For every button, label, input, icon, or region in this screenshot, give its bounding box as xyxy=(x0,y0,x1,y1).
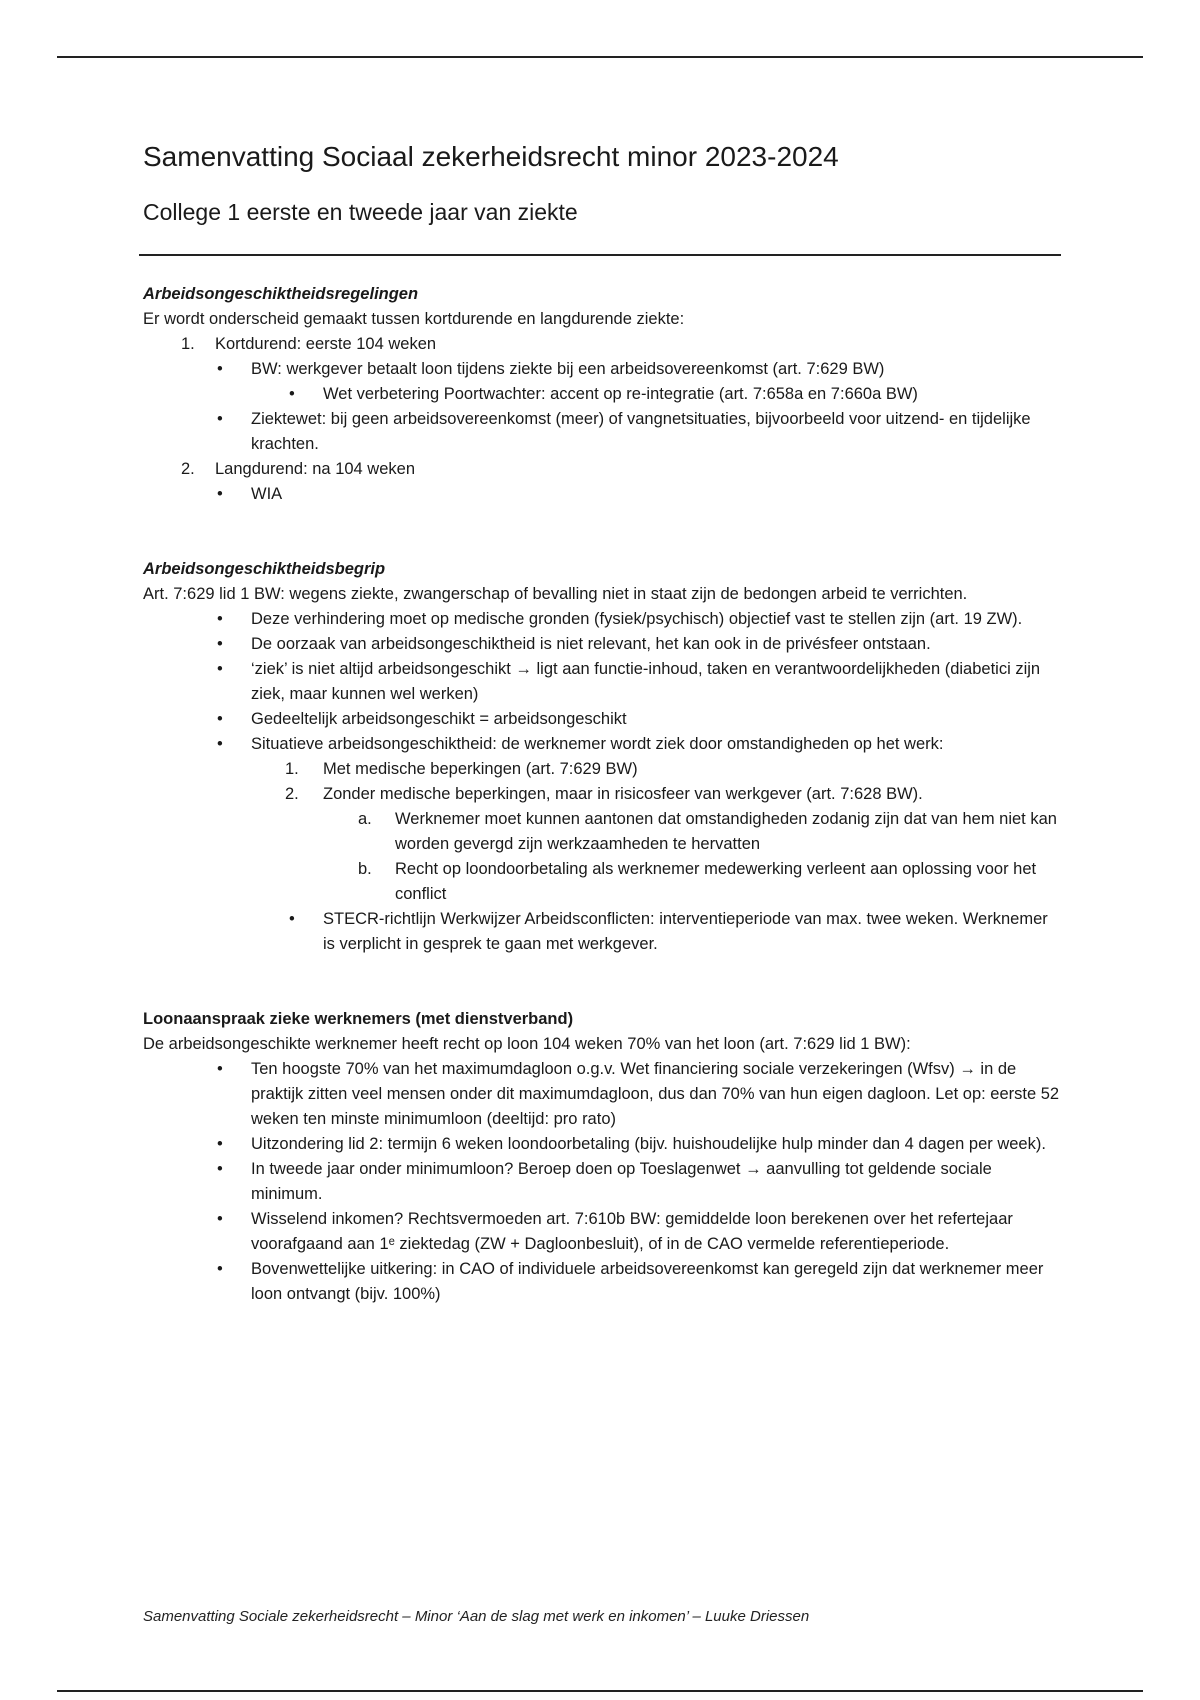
section-begrip xyxy=(143,557,1063,957)
section-loonaanspraak xyxy=(143,1007,1063,1307)
list-item-text: WIA xyxy=(251,485,283,504)
section-heading: Arbeidsongeschiktheidsregelingen xyxy=(143,285,419,304)
list-item xyxy=(143,357,1063,382)
list-item-text: Uitzondering lid 2: termijn 6 weken loondoorbetaling (bijv. huishoudelijke hulp minder dan 4 dagen per week). xyxy=(251,1135,1046,1154)
list-marker: 1. xyxy=(285,760,299,779)
list-item-text: Deze verhindering moet op medische gronden (fysiek/psychisch) objectief vast te stellen zijn (art. 19 ZW). xyxy=(251,610,1023,629)
list-item xyxy=(143,907,1063,957)
list-item xyxy=(143,382,1063,407)
section-heading: Loonaanspraak zieke werknemers (met dienstverband) xyxy=(143,1010,574,1029)
bottom-page-rule xyxy=(57,1690,1143,1692)
list-item-text: Wisselend inkomen? Rechtsvermoeden art. 7:610b BW: gemiddelde loon berekenen over het refertejaar voorafgaand aan 1ᵉ ziektedag (ZW + Dagloonbesluit), of in de CAO vermelde referentieperiode. xyxy=(251,1210,1013,1254)
list-item-text: STECR-richtlijn Werkwijzer Arbeidsconflicten: interventieperiode van max. twee weken. Werknemer is verplicht in gesprek te gaan met werkgever. xyxy=(323,910,1048,954)
list-item-text: Werknemer moet kunnen aantonen dat omstandigheden zodanig zijn dat van hem niet kan worden gevergd zijn werkzaamheden te hervatten xyxy=(395,810,1057,854)
list-item-text: Gedeeltelijk arbeidsongeschikt = arbeidsongeschikt xyxy=(251,710,627,729)
bullet-marker: • xyxy=(217,735,223,754)
bullet-marker: • xyxy=(217,635,223,654)
section-intro: Er wordt onderscheid gemaakt tussen kortdurende en langdurende ziekte: xyxy=(143,310,685,329)
list-item xyxy=(143,1257,1063,1307)
list-item-text: BW: werkgever betaalt loon tijdens ziekte bij een arbeidsovereenkomst (art. 7:629 BW) xyxy=(251,360,885,379)
bullet-marker: • xyxy=(217,410,223,429)
list-item-text: Ten hoogste 70% van het maximumdagloon o.g.v. Wet financiering sociale verzekeringen (Wfsv) → in de praktijk zitten veel mensen onder dit maximumdagloon, dus dan 70% van hun eigen dagloon. Let op: eerste 52 weken ten minste minimumloon (deeltijd: pro rato) xyxy=(251,1060,1060,1129)
list-item xyxy=(143,707,1063,732)
list-item xyxy=(143,607,1063,632)
list-item-text: Recht op loondoorbetaling als werknemer medewerking verleent aan oplossing voor het conflict xyxy=(395,860,1037,904)
list-marker: b. xyxy=(358,860,372,879)
document-subtitle: College 1 eerste en tweede jaar van ziekte xyxy=(143,198,578,225)
list-marker: 2. xyxy=(285,785,299,804)
bullet-marker: • xyxy=(217,360,223,379)
list-item xyxy=(143,1132,1063,1157)
list-item-text: ‘ziek’ is niet altijd arbeidsongeschikt → ligt aan functie-inhoud, taken en verantwoordelijkheden (diabetici zijn ziek, maar kunnen wel werken) xyxy=(251,660,1041,704)
list-marker: a. xyxy=(358,810,372,829)
bullet-marker: • xyxy=(217,1210,223,1229)
list-item xyxy=(143,457,1063,482)
list-item xyxy=(143,807,1063,857)
bullet-marker: • xyxy=(289,910,295,929)
bullet-marker: • xyxy=(289,385,295,404)
list-item-text: Met medische beperkingen (art. 7:629 BW) xyxy=(323,760,638,779)
list-item-text: Langdurend: na 104 weken xyxy=(215,460,415,479)
section-intro: De arbeidsongeschikte werknemer heeft recht op loon 104 weken 70% van het loon (art. 7:629 lid 1 BW): xyxy=(143,1035,911,1054)
document-title: Samenvatting Sociaal zekerheidsrecht minor 2023-2024 xyxy=(143,141,839,172)
bullet-marker: • xyxy=(217,485,223,504)
list-item-text: Wet verbetering Poortwachter: accent op re-integratie (art. 7:658a en 7:660a BW) xyxy=(323,385,918,404)
list-item xyxy=(143,732,1063,757)
list-item-text: Situatieve arbeidsongeschiktheid: de werknemer wordt ziek door omstandigheden op het werk: xyxy=(251,735,944,754)
list-item xyxy=(143,857,1063,907)
list-item xyxy=(143,407,1063,457)
section-heading: Arbeidsongeschiktheidsbegrip xyxy=(143,560,386,579)
bullet-marker: • xyxy=(217,710,223,729)
list-marker: 1. xyxy=(181,335,195,354)
bullet-marker: • xyxy=(217,1260,223,1279)
page-footer: Samenvatting Sociale zekerheidsrecht – Minor ‘Aan de slag met werk en inkomen’ – Luuke Driessen xyxy=(143,1608,810,1625)
top-page-rule xyxy=(57,56,1143,58)
list-item xyxy=(143,1057,1063,1132)
document-body xyxy=(143,140,1063,1307)
section-regelingen xyxy=(143,282,1063,507)
list-item-text: In tweede jaar onder minimumloon? Beroep doen op Toeslagenwet → aanvulling tot geldende sociale minimum. xyxy=(251,1160,992,1204)
list-item xyxy=(143,757,1063,782)
list-item xyxy=(143,632,1063,657)
list-item xyxy=(143,782,1063,807)
bullet-marker: • xyxy=(217,1160,223,1179)
list-item-text: Ziektewet: bij geen arbeidsovereenkomst (meer) of vangnetsituaties, bijvoorbeeld voor uitzend- en tijdelijke krachten. xyxy=(251,410,1031,454)
title-divider xyxy=(139,254,1061,256)
list-item-text: De oorzaak van arbeidsongeschiktheid is niet relevant, het kan ook in de privésfeer ontstaan. xyxy=(251,635,931,654)
bullet-marker: • xyxy=(217,1060,223,1079)
list-item-text: Kortdurend: eerste 104 weken xyxy=(215,335,437,354)
list-item xyxy=(143,1207,1063,1257)
list-item xyxy=(143,1157,1063,1207)
bullet-marker: • xyxy=(217,610,223,629)
list-item xyxy=(143,657,1063,707)
bullet-marker: • xyxy=(217,1135,223,1154)
list-item-text: Bovenwettelijke uitkering: in CAO of individuele arbeidsovereenkomst kan geregeld zijn dat werknemer meer loon ontvangt (bijv. 100%) xyxy=(251,1260,1044,1304)
section-intro: Art. 7:629 lid 1 BW: wegens ziekte, zwangerschap of bevalling niet in staat zijn de bedongen arbeid te verrichten. xyxy=(143,585,968,604)
list-item xyxy=(143,332,1063,357)
list-item xyxy=(143,482,1063,507)
list-marker: 2. xyxy=(181,460,195,479)
list-item-text: Zonder medische beperkingen, maar in risicosfeer van werkgever (art. 7:628 BW). xyxy=(323,785,923,804)
bullet-marker: • xyxy=(217,660,223,679)
